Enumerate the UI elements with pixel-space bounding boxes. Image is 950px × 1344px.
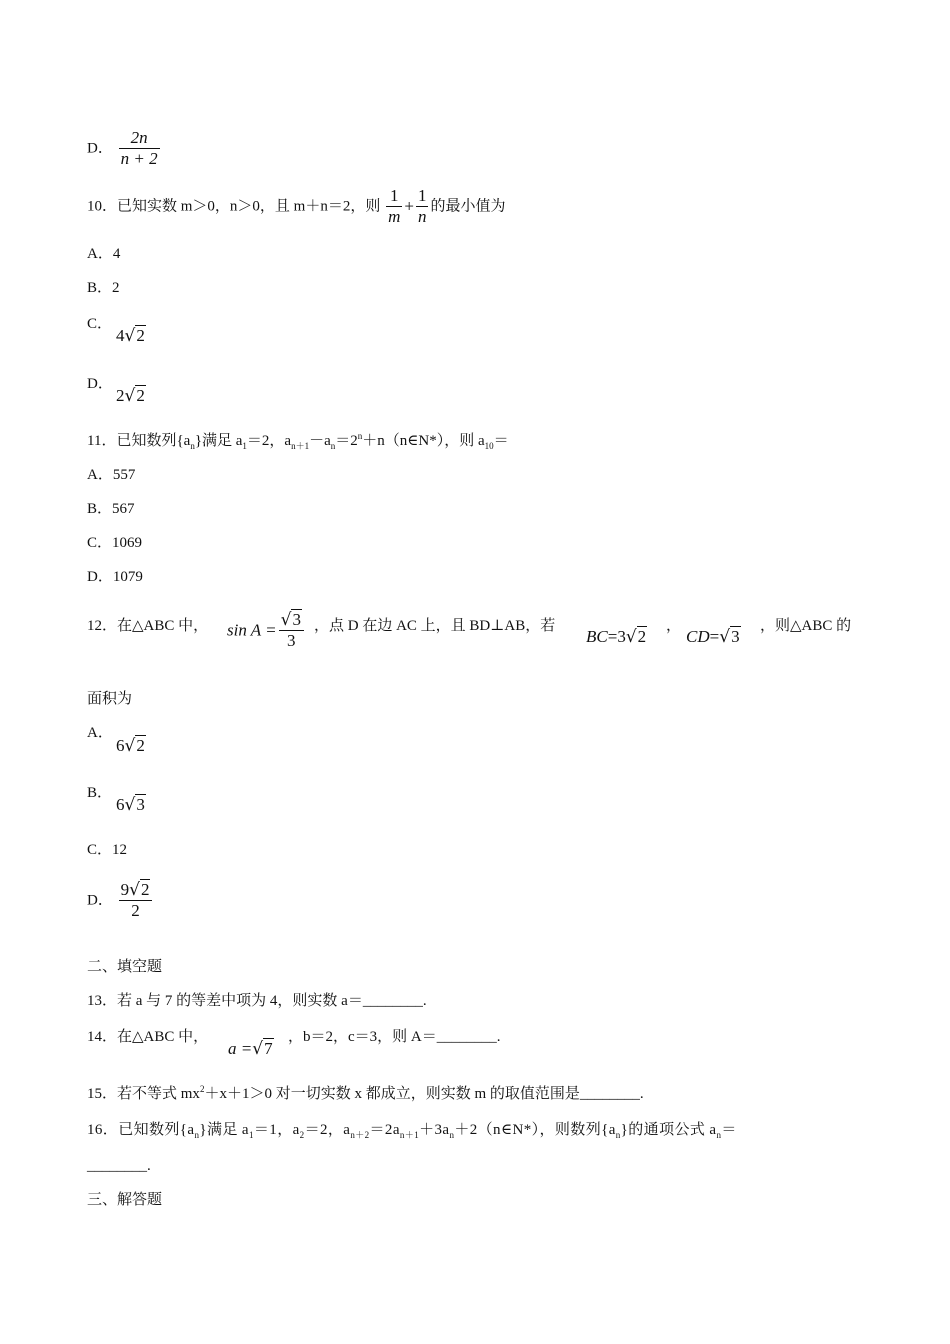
- option-label: D．: [87, 892, 113, 909]
- radicand: 2: [136, 736, 145, 755]
- option-text: 12: [112, 842, 128, 858]
- subscript: n: [615, 1130, 621, 1140]
- q12-stem-end: [760, 616, 851, 636]
- q11-option-d: [87, 567, 143, 587]
- q11-option-a: [87, 465, 135, 485]
- question-number: 13．: [87, 993, 118, 1009]
- q12-stem-start: [87, 616, 208, 636]
- section-heading-fill-in: 二、填空题: [87, 959, 163, 975]
- option-text: 567: [112, 501, 135, 517]
- radicand: 3: [292, 610, 301, 629]
- option-label: C．: [87, 535, 113, 551]
- sin-a-label: sin A =: [227, 620, 277, 640]
- fraction-numerator: [279, 610, 304, 631]
- radical-sign-icon: √: [124, 386, 136, 406]
- subscript: 10: [484, 441, 494, 451]
- subscript: n＋2: [350, 1130, 370, 1140]
- q11-stem: [87, 431, 509, 451]
- radical-sign-icon: √: [252, 1039, 264, 1059]
- plus-sign: +: [404, 196, 414, 216]
- radicand: 7: [264, 1039, 273, 1058]
- coefficient: 2: [116, 386, 125, 405]
- coefficient: 6: [116, 736, 125, 755]
- option-label: C．: [87, 316, 113, 332]
- fraction-numerator: 1: [386, 186, 402, 207]
- fraction-denominator: n + 2: [120, 149, 158, 168]
- radical-sign-icon: √: [129, 880, 140, 900]
- q12-sina-expression: [227, 610, 306, 651]
- sqrt: [719, 627, 740, 647]
- fraction-9sqrt2-over-2: [119, 880, 153, 921]
- stem-text: ，则△ABC 的: [760, 618, 852, 634]
- q13: [87, 991, 427, 1011]
- q12-stem-middle: [314, 616, 555, 636]
- subscript: n: [194, 1130, 200, 1140]
- q10-option-d-math: [116, 386, 146, 406]
- q12-cd-expression: [686, 627, 741, 647]
- subscript: n＋1: [399, 1130, 420, 1140]
- stem-text: ＝2，a: [304, 1122, 351, 1138]
- option-label: A．: [87, 725, 113, 741]
- fraction-denominator: 3: [287, 631, 296, 650]
- stem-text: ＝: [493, 433, 509, 449]
- q12-comma: [666, 616, 681, 636]
- radical-sign-icon: √: [124, 326, 136, 346]
- stem-text: ＝1，a: [253, 1122, 300, 1138]
- stem-text: ＋x＋1＞0 对一切实数 x 都成立，则实数 m 的取值范围是________.: [204, 1086, 644, 1102]
- fraction: [119, 128, 160, 169]
- stem-text: 已知数列{a: [116, 433, 191, 449]
- superscript: 2: [199, 1084, 205, 1094]
- fraction-denominator: n: [417, 207, 427, 226]
- question-number: 15．: [87, 1086, 118, 1102]
- q11-option-c: [87, 533, 142, 553]
- q10-option-a: [87, 244, 120, 264]
- q14-a-expression: [228, 1039, 274, 1059]
- sqrt: [125, 795, 146, 815]
- radicand: 2: [136, 386, 145, 405]
- option-label: B．: [87, 785, 113, 801]
- sqrt: [252, 1039, 273, 1059]
- q12-option-d: [87, 880, 154, 921]
- radicand: 3: [731, 627, 740, 646]
- q12-option-a-math: [116, 736, 146, 756]
- stem-text: ＋n（n∈N*），则 a: [362, 433, 485, 449]
- coefficient: 9: [120, 880, 130, 899]
- question-number: 16．: [87, 1122, 119, 1138]
- q10-option-b: [87, 278, 120, 298]
- radical-sign-icon: √: [124, 736, 136, 756]
- radical-sign-icon: √: [719, 627, 731, 647]
- stem-text: }满足 a: [199, 1122, 249, 1138]
- option-label: C．: [87, 842, 113, 858]
- stem-text: ，b＝2，c＝3，则 A＝________.: [288, 1029, 501, 1045]
- stem-text: ，: [666, 618, 682, 634]
- q12-option-b-math: [116, 795, 146, 815]
- equals-value: =3: [607, 627, 626, 646]
- sqrt: [125, 386, 146, 406]
- option-text: 4: [112, 246, 121, 262]
- q10-option-c: [87, 314, 112, 334]
- option-label: A．: [87, 246, 113, 262]
- sqrt: [626, 627, 647, 647]
- stem-text: 的最小值为: [430, 198, 506, 215]
- question-number: 14．: [87, 1029, 118, 1045]
- stem-text: ＋3a: [419, 1122, 450, 1138]
- coefficient: 4: [116, 326, 125, 345]
- q14-stem-start: [87, 1027, 208, 1047]
- option-label: A．: [87, 467, 113, 483]
- subscript: n: [716, 1130, 722, 1140]
- superscript: n: [357, 431, 363, 441]
- option-text: 557: [112, 467, 136, 483]
- option-label: D．: [87, 376, 113, 392]
- stem-text: 已知数列{a: [118, 1122, 195, 1138]
- option-label: D．: [87, 569, 113, 585]
- option-text: 1069: [112, 535, 143, 551]
- sqrt: [125, 736, 146, 756]
- equals-sign: =: [709, 627, 720, 646]
- stem-text: ＋2（n∈N*），则数列{a: [454, 1122, 616, 1138]
- fraction-sqrt3-over-3: [279, 610, 304, 651]
- q10-option-d: [87, 374, 113, 394]
- subscript: n＋1: [291, 441, 310, 451]
- question-number: 10．: [87, 198, 118, 215]
- q9-option-d: [87, 128, 162, 169]
- option-text: 2: [112, 280, 120, 296]
- subscript: n: [449, 1130, 455, 1140]
- stem-text: 在△ABC 中，: [117, 1029, 209, 1045]
- stem-text: ＝: [721, 1122, 737, 1138]
- stem-text: 面积为: [87, 691, 133, 707]
- question-number: 11．: [87, 433, 117, 449]
- subscript: 1: [242, 441, 247, 451]
- subscript: n: [330, 441, 336, 451]
- coefficient: 6: [116, 795, 125, 814]
- q10-stem: [87, 186, 506, 227]
- stem-text: 若 a 与 7 的等差中项为 4，则实数 a＝________.: [117, 993, 427, 1009]
- subscript: 1: [248, 1130, 254, 1140]
- stem-text: ，点 D 在边 AC 上，且 BD⊥AB，若: [314, 618, 556, 634]
- fraction-1-over-m: [386, 186, 402, 227]
- subscript: n: [190, 441, 195, 451]
- fraction-denominator: 2: [131, 901, 140, 920]
- cd-label: CD: [686, 627, 710, 646]
- section-heading-solutions: 三、解答题: [87, 1192, 163, 1208]
- radical-sign-icon: √: [124, 795, 136, 815]
- subscript: 2: [299, 1130, 305, 1140]
- q11-option-b: [87, 499, 135, 519]
- stem-text: ＝2: [335, 433, 358, 449]
- option-label: B．: [87, 501, 113, 517]
- a-equals-label: a =: [228, 1039, 253, 1058]
- radicand: 2: [637, 627, 647, 646]
- stem-text: }满足 a: [194, 433, 243, 449]
- q15: [87, 1084, 644, 1104]
- fraction-numerator: [119, 880, 153, 901]
- radicand: 3: [136, 795, 145, 814]
- radicand: 2: [136, 326, 145, 345]
- option-text: 1079: [112, 569, 143, 585]
- stem-text: 若不等式 mx: [117, 1086, 200, 1102]
- fraction-denominator: m: [388, 207, 401, 226]
- stem-text: 已知实数 m＞0，n＞0，且 m＋n＝2，则: [117, 198, 381, 215]
- q12-option-c: [87, 840, 127, 860]
- q16-answer-blank: ________.: [87, 1158, 151, 1174]
- option-label: B．: [87, 280, 113, 296]
- stem-text: }的通项公式 a: [620, 1122, 717, 1138]
- q12-option-b: [87, 783, 112, 803]
- question-number: 12．: [87, 618, 118, 634]
- q16-stem: [87, 1120, 737, 1140]
- option-label: D．: [87, 140, 113, 157]
- fraction-1-over-n: [416, 186, 429, 227]
- stem-text: ＝2a: [369, 1122, 400, 1138]
- stem-text: 在△ABC 中，: [117, 618, 209, 634]
- radical-sign-icon: √: [280, 610, 292, 630]
- radical-sign-icon: √: [625, 627, 637, 647]
- q14-stem-end: [288, 1027, 501, 1047]
- q10-option-c-math: [116, 326, 146, 346]
- q12-bc-expression: [586, 627, 647, 647]
- sqrt: [125, 326, 146, 346]
- q12-stem-line2: [87, 689, 132, 709]
- stem-text: －a: [309, 433, 331, 449]
- q12-option-a: [87, 723, 113, 743]
- fraction-numerator: 2n: [119, 128, 160, 149]
- stem-text: ＝2，a: [246, 433, 292, 449]
- fraction-numerator: 1: [417, 186, 427, 205]
- bc-label: BC: [586, 627, 608, 646]
- radicand: 2: [140, 880, 150, 899]
